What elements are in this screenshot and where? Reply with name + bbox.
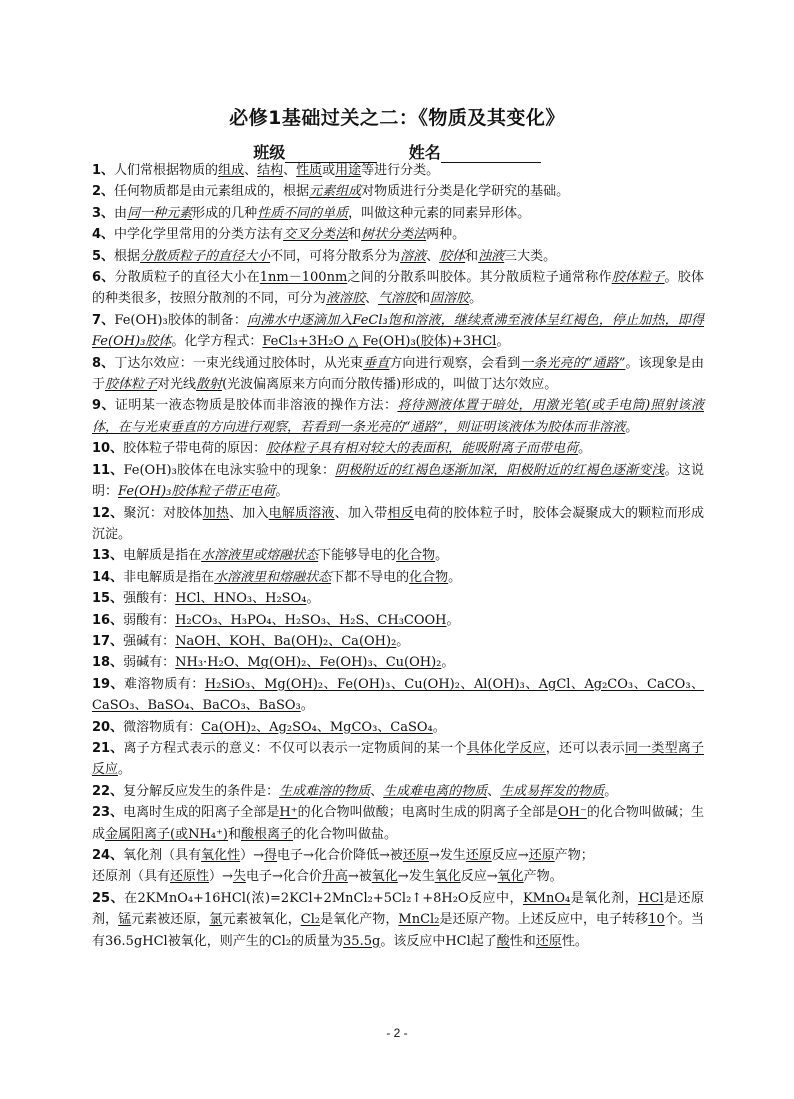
answer-fill: NH₃·H₂O、Mg(OH)₂、Fe(OH)₃、Cu(OH)₂ [175,655,442,671]
question-text: 。 [300,698,314,714]
question-text: ）→ [209,869,233,885]
question-text: (光波偏离原来方向而分散传播)形成的，叫做丁达尔效应。 [222,377,558,393]
answer-fill: 气溶胶 [378,291,418,307]
question-text: 元素被还原， [131,912,210,928]
answer-fill: 元素组成 [309,184,362,200]
question-text: 强酸有： [123,591,176,607]
question-text: 反应→ [460,869,498,885]
question-text: 胶体粒子带电荷的原因： [123,441,267,457]
question-text: 电子→化合价降低→被 [277,848,403,863]
answer-fill: 浊液 [478,248,505,264]
answer-fill: 还原 [535,933,562,949]
question-number: 8、 [92,355,115,371]
question-text: 。这说明： [92,462,704,500]
question-text: 或 [322,163,336,178]
question-number: 25、 [92,890,125,906]
answer-fill: 固溶胶 [430,291,470,307]
answer-fill: 同一种元素 [127,205,193,221]
question-text: 根据 [114,248,141,264]
question-text: 弱酸有： [123,612,176,628]
question-text: 是氧化剂， [570,890,639,906]
question-text: 。 [496,334,510,350]
question-text: 是氧化产物， [320,912,399,928]
name-label: 姓名 [408,143,441,162]
answer-fill: 具体化学反应 [466,740,546,756]
answer-fill: 水溶液里或熔融状态 [201,548,319,564]
question-text: Fe(OH)₃胶体的制备： [114,312,247,328]
answer-fill: 胶体粒子具有相对较大的表面积，能吸附离子而带电荷 [266,441,579,457]
answer-fill: 生成难溶的物质 [279,783,371,799]
answer-fill: 同一类型离子反应 [92,740,704,778]
question-item [92,267,704,310]
question-item [92,395,704,438]
answer-fill: H⁺ [279,805,298,821]
question-text: 还原剂（具有 [92,869,171,885]
question-number: 16、 [92,612,124,628]
question-item [92,588,704,609]
question-text: 、 [370,783,384,799]
question-text: ）→ [240,848,265,863]
answer-fill: KMnO₄ [522,890,571,906]
answer-fill: 树状分类法 [361,227,427,243]
question-text: ，叫做这种元素的同素异形体。 [348,205,531,221]
question-text: 非电解质是指在 [123,569,215,585]
question-text: 强碱有： [123,633,176,649]
answer-fill: 向沸水中逐滴加入FeCl₃饱和溶液，继续煮沸至液体呈红褐色，停止加热，即得Fe(OH)₃胶体 [92,312,704,350]
question-number: 2、 [92,184,115,200]
question-text: 的化合物叫做酸；电离时生成的阴离子全部是 [297,805,558,821]
question-text: 。 [435,548,449,564]
question-text: 电荷的胶体粒子时，胶体会凝聚成大的颗粒而形成沉淀。 [92,505,704,542]
question-text: 、加入带 [334,505,388,521]
question-text: 是还原产物。上述反应中，电子转移 [439,912,649,928]
answer-fill: 生成易挥发的物质 [500,783,605,799]
answer-fill: 性质不同的单质 [257,205,349,221]
question-text: 微溶物质有： [123,719,202,735]
question-text: 是还原剂， [92,890,704,928]
answer-fill: NaOH、KOH、Ba(OH)₂、Ca(OH)₂ [175,633,397,649]
question-text: 下都不导电的 [331,569,410,585]
answer-fill: 酸 [496,933,510,949]
question-text: ，还可以表示 [545,740,625,756]
answer-fill: 胶体粒子 [105,377,158,393]
question-number: 11、 [92,462,124,478]
question-text: 和 [348,227,362,243]
answer-fill: 分散质粒子的直径大小 [140,248,271,264]
question-text: 和 [417,291,431,307]
question-text: 电解质是指在 [123,548,202,564]
question-text: 在2KMnO₄+16HCl(浓)=2KCl+2MnCl₂+5Cl₂↑+8H₂O反应中， [124,890,523,906]
question-item [92,781,704,802]
question-text: 下能够导电的 [318,548,397,564]
answer-fill: 金属阳离子(或NH₄⁺) [105,826,228,842]
question-item [92,460,704,503]
question-item [92,631,704,652]
question-text: 电子→化合价 [245,869,322,885]
question-text: 复分解反应发生的条件是： [123,783,280,799]
question-item [92,503,704,546]
answer-fill: 组成 [218,163,245,178]
question-number: 3、 [92,205,115,221]
answer-fill: H₂SiO₃、Mg(OH)₂、Fe(OH)₃、Cu(OH)₂、Al(OH)₃、AgCl、Ag₂CO₃、CaCO₃、CaSO₃、BaSO₄、BaCO₃、BaSO₃ [92,676,704,714]
question-item [92,545,704,566]
question-text: 三大类。 [504,248,557,264]
question-item [92,567,704,588]
answer-fill: 液溶胶 [326,291,366,307]
question-text: 的化合物叫做碱；生成 [92,805,704,842]
question-number: 5、 [92,248,115,264]
question-text: →发生 [397,869,435,885]
question-text: 。该反应中HCl起了 [380,933,497,949]
question-item [92,310,704,353]
question-text: 。 [469,291,483,307]
question-text: 、 [365,291,379,307]
answer-fill: 还原 [528,848,555,863]
answer-fill: OH⁻ [557,805,587,821]
question-number: 13、 [92,548,124,564]
answer-fill: 胶体粒子 [611,270,665,286]
question-item [92,203,704,224]
answer-fill: 垂直 [363,355,390,371]
question-number: 22、 [92,783,124,799]
question-item [92,738,704,781]
question-text: 不同，可将分散系分为 [270,248,401,264]
question-text: 由 [114,205,128,221]
question-text: 两种。 [426,227,466,243]
question-text: →发生 [428,848,466,863]
question-text: 性。 [561,933,588,949]
question-text: 弱碱有： [123,655,176,671]
question-text: 对光线 [157,377,197,393]
question-text: 。 [604,783,618,799]
question-number: 6、 [92,270,115,286]
question-number: 17、 [92,633,124,649]
question-number: 1、 [92,163,115,178]
question-number: 7、 [92,312,115,328]
class-label: 班级 [253,143,286,162]
answer-fill: 散射 [196,377,223,393]
question-text: 和 [227,826,241,842]
question-text: 电离时生成的阳离子全部是 [123,805,280,821]
question-text: 、 [426,248,440,264]
question-number: 24、 [92,848,124,863]
answer-fill: 将待测液体置于暗处，用激光笔(或手电筒)照射该液体，在与光束垂直的方向进行观察，若看到一条光亮的“通路”，则证明该液体为胶体而非溶液 [92,398,704,435]
question-item [92,438,704,459]
question-text: 。 [578,441,592,457]
question-text: →被 [347,869,372,885]
question-text: 。 [306,591,320,607]
answer-fill: 失 [232,869,246,885]
answer-fill: 还原性 [170,869,210,885]
question-number: 21、 [92,740,124,756]
page-number: - 2 - [386,1026,408,1040]
question-item [92,224,704,245]
question-text: 。 [275,484,289,500]
answer-fill: 还原 [402,848,429,863]
question-text: 聚沉：对胶体 [123,505,203,521]
answer-fill: 结构 [257,163,284,178]
question-number: 14、 [92,569,124,585]
answer-fill: 电解质溶液 [268,505,335,521]
answer-fill: HCl [638,890,664,906]
question-list [92,160,704,952]
answer-fill: 35.5g [343,933,381,949]
answer-fill: 1nm－100nm [259,270,348,286]
answer-fill: FeCl₃+3H₂O △ Fe(OH)₃(胶体)+3HCl [262,334,497,350]
answer-fill: 锰 [118,912,132,928]
answer-fill: Fe(OH)₃胶体粒子带正电荷 [118,484,276,500]
answer-fill: 化合物 [396,548,436,564]
page-title: 必修1基础过关之二：《物质及其变化》 [229,107,565,129]
question-text: 丁达尔效应：一束光线通过胶体时，从光束 [114,355,364,371]
question-text: 对物质进行分类是化学研究的基础。 [361,184,570,200]
question-text: 。 [396,633,410,649]
question-text: 。 [446,612,460,628]
question-text: 之间的分散系叫胶体。其分散质粒子通常称作 [347,270,612,286]
answer-fill: 氧化 [497,869,524,885]
question-text: 。 [118,762,132,778]
question-item [92,802,704,845]
question-text: 。化学方程式： [171,334,263,350]
answer-fill: 溶液 [400,248,427,264]
answer-fill: 水溶液里和熔融状态 [214,569,332,585]
answer-fill: 性质 [296,163,323,178]
answer-fill: 氧化 [434,869,461,885]
answer-fill: 胶体 [439,248,466,264]
answer-fill: 生成难电离的物质 [383,783,488,799]
question-item [92,866,704,887]
question-text: 个。当有36.5gHCl被氧化，则产生的Cl₂的质量为 [92,912,704,949]
question-text: 任何物质都是由元素组成的，根据 [114,184,310,200]
question-item [92,246,704,267]
question-number: 18、 [92,655,124,671]
answer-fill: 氯 [209,912,223,928]
question-text: 氧化剂（具有 [123,848,202,863]
question-text: 、 [283,163,297,178]
answer-fill: 一条光亮的“通路” [520,355,626,371]
question-text: 、 [487,783,501,799]
answer-fill: 氧化 [371,869,398,885]
answer-fill: 得 [264,848,278,863]
question-text: 、加入 [229,505,269,521]
question-number: 9、 [92,398,115,414]
question-number: 20、 [92,719,124,735]
answer-fill: HCl、HNO₃、H₂SO₄ [175,591,307,607]
question-text: 方向进行观察，会看到 [389,355,521,371]
question-text: 。 [441,655,455,671]
question-item [92,610,704,631]
answer-fill: Ca(OH)₂、Ag₂SO₄、MgCO₃、CaSO₄ [201,719,433,735]
question-text: 、 [244,163,258,178]
answer-fill: 升高 [321,869,348,885]
question-item [92,353,704,396]
question-text: 证明某一液态物质是胶体而非溶液的操作方法： [114,398,398,414]
question-text: 性和 [509,933,536,949]
question-text: 分散质粒子的直径大小在 [114,270,260,286]
question-text: 难溶物质有： [124,676,205,692]
question-text: 。胶体的种类很多，按照分散剂的不同，可分为 [92,270,704,307]
question-item [92,888,704,952]
question-text: 人们常根据物质的 [114,163,219,178]
question-text: 元素被氧化， [222,912,301,928]
answer-fill: Cl₂ [300,912,321,928]
answer-fill: 酸根离子 [240,826,293,842]
question-text: 。 [432,719,446,735]
question-item [92,845,704,866]
question-text: 。该现象是由于 [92,355,704,393]
question-number: 15、 [92,591,124,607]
question-item [92,717,704,738]
question-text: 形成的几种 [192,205,258,221]
question-text: 产物； [554,848,594,863]
question-text: 和 [465,248,479,264]
answer-fill: 10 [648,912,665,928]
question-text: 离子方程式表示的意义：不仅可以表示一定物质间的某一个 [123,740,467,756]
question-item [92,674,704,717]
question-text: 等进行分类。 [361,163,440,178]
question-text: 产物。 [523,869,563,885]
question-text: 。 [625,419,639,435]
answer-fill: 阴极附近的红褐色逐渐加深，阳极附近的红褐色逐渐变浅 [335,462,665,478]
question-number: 23、 [92,805,124,821]
question-text: 中学化学里常用的分类方法有 [114,227,284,243]
answer-fill: 交叉分类法 [283,227,349,243]
question-item [92,181,704,202]
question-item [92,160,704,181]
question-text: Fe(OH)₃胶体在电泳实验中的现象： [123,462,336,478]
answer-fill: MnCl₂ [398,912,440,928]
answer-fill: 还原 [465,848,492,863]
question-number: 10、 [92,441,124,457]
answer-fill: H₂CO₃、H₃PO₄、H₂SO₃、H₂S、CH₃COOH [175,612,447,628]
question-number: 12、 [92,505,124,521]
question-text: 反应→ [491,848,529,863]
answer-fill: 加热 [202,505,230,521]
question-number: 4、 [92,227,115,243]
question-text: 。 [448,569,462,585]
question-item [92,652,704,673]
question-number: 19、 [92,676,124,692]
question-text: 的化合物叫做盐。 [292,826,397,842]
answer-fill: 相反 [387,505,414,521]
answer-fill: 化合物 [409,569,449,585]
answer-fill: 氧化性 [201,848,241,863]
answer-fill: 用途 [335,163,362,178]
